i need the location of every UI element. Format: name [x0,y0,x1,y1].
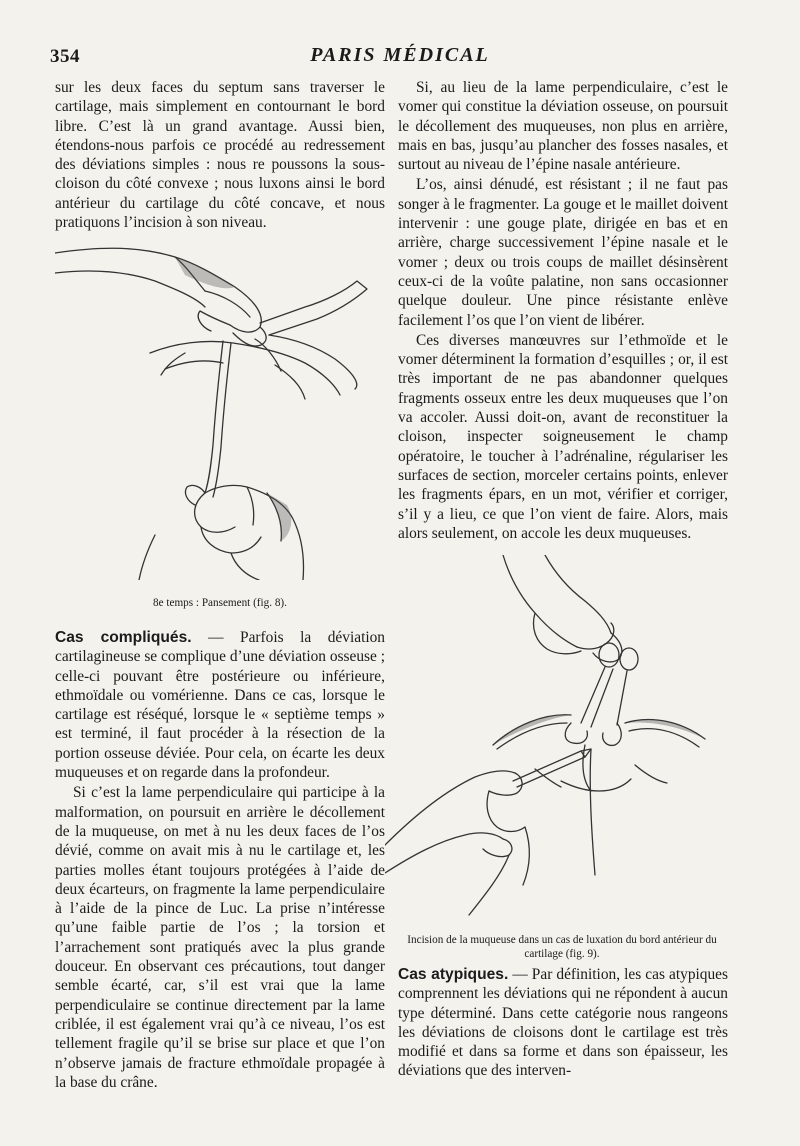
figure-9-caption: Incision de la muqueuse dans un cas de luxation du bord antérieur du cartilage (fig. 9). [407,934,717,960]
paragraph [55,628,385,782]
right-column-top-text [398,78,728,543]
section-heading-atypical: Cas atypiques. [398,966,509,983]
running-title: PARIS MÉDICAL [310,44,490,66]
incision-hands-drawing [385,555,730,925]
left-column-top-text [55,78,385,232]
paragraph: L’os, ainsi dénudé, est résistant ; il ne faut pas songer à le fragmenter. La gouge et le maillet doivent intervenir : une gouge plate, dirigée en bas et en arrière, charge successivement l’épine nasale et le vomer ; deux ou trois coups de maillet désinsèrent ceux-ci de la voûte palatine, non sans occasionner quelque douleur. Une pince résistante enlève facilement l’os que l’on vient de libérer. [398,176,728,329]
figure-8-caption: 8e temps : Pansement (fig. 8). [153,597,287,609]
bandage-hands-drawing [55,235,385,580]
paragraph: Si, au lieu de la lame perpendiculaire, c’est le vomer qui constitue la déviation osseuse, on poursuit le décollement des muqueuses, non plus en arrière, mais en bas, jusqu’au plancher des fosses nasales, et surtout au niveau de l’épine nasale antérieure. [398,79,728,174]
paragraph-text: — Par définition, les cas atypiques comprennent les déviations qui ne répondent à aucun type déterminé. Dans cette catégorie nous rangeons les déviations de cloisons dont le cartilage est très modifié et dans sa forme et dans son épaisseur, les déviations que des interven- [398,966,728,1080]
paragraph [398,965,728,1081]
right-column-bottom-text [398,965,728,1081]
paragraph: sur les deux faces du septum sans traverser le cartilage, mais simplement en contournant le bord libre. C’est là un grand avantage. Aussi bien, étendons-nous parfois ce procédé au redressement des déviations simples : nous re poussons la sous-cloison du côté convexe ; nous luxons ainsi le bord antérieur du cartilage du côté concave, et nous pratiquons l’incision à son niveau. [55,79,385,232]
paragraph: Ces diverses manœuvres sur l’ethmoïde et le vomer déterminent la formation d’esquilles ; or, il est très important de ne pas abandonner quelques fragments osseux entre les deux muqueuses que l’on va accoler. Aussi doit-on, avant de reconstituer la cloison, inspecter soigneusement le champ opératoire, le toucher à l’adrénaline, régulariser les surfaces de section, morceler certains points, enlever les fragments épars, en un mot, vérifier et corriger, s’il y a lieu, ce que l’on vient de faire. Alors, mais alors seulement, on accole les deux muqueuses. [398,331,728,542]
page-number: 354 [50,46,80,67]
paragraph: Si c’est la lame perpendiculaire qui participe à la malformation, on poursuit en arrière le décollement de la muqueuse, on met à nu les deux faces de l’os dévié, comme on avait mis à nu le cartilage et, les parties molles étant toujours protégées à l’aide de deux écarteurs, on fragmente la lame perpendiculaire à l’aide de la pince de Luc. La prise n’intéresse qu’une faible partie de l’os ; la torsion et l’arrachement sont pratiqués avec la plus grande douceur. En observant ces précautions, tout danger semble écarté, car, s’il est vrai que la lame perpendiculaire se continue directement par la lame criblée, il est également vrai qu’à ce niveau, l’os est tellement fragile qu’il se brise sur place et que l’on n’observe jamais de fracture ethmoïdale propagée à la base du crâne. [55,784,385,1091]
figure-9-illustration [385,555,730,925]
section-heading-complicated: Cas compliqués. [55,629,192,646]
figure-8-illustration [55,235,385,580]
left-column-bottom-text [55,628,385,1092]
paragraph-text: — Parfois la déviation cartilagineuse se complique d’une déviation osseuse ; celle-ci pouvant être postérieure ou inférieure, ethmoïdale ou vomérienne. Dans ce cas, lorsque le cartilage est réséqué, lorsque le « septième temps » est terminé, il faut procéder à la résection de la portion osseuse déviée. Pour cela, on écarte les deux muqueuses et on regarde dans la profondeur. [55,629,386,782]
